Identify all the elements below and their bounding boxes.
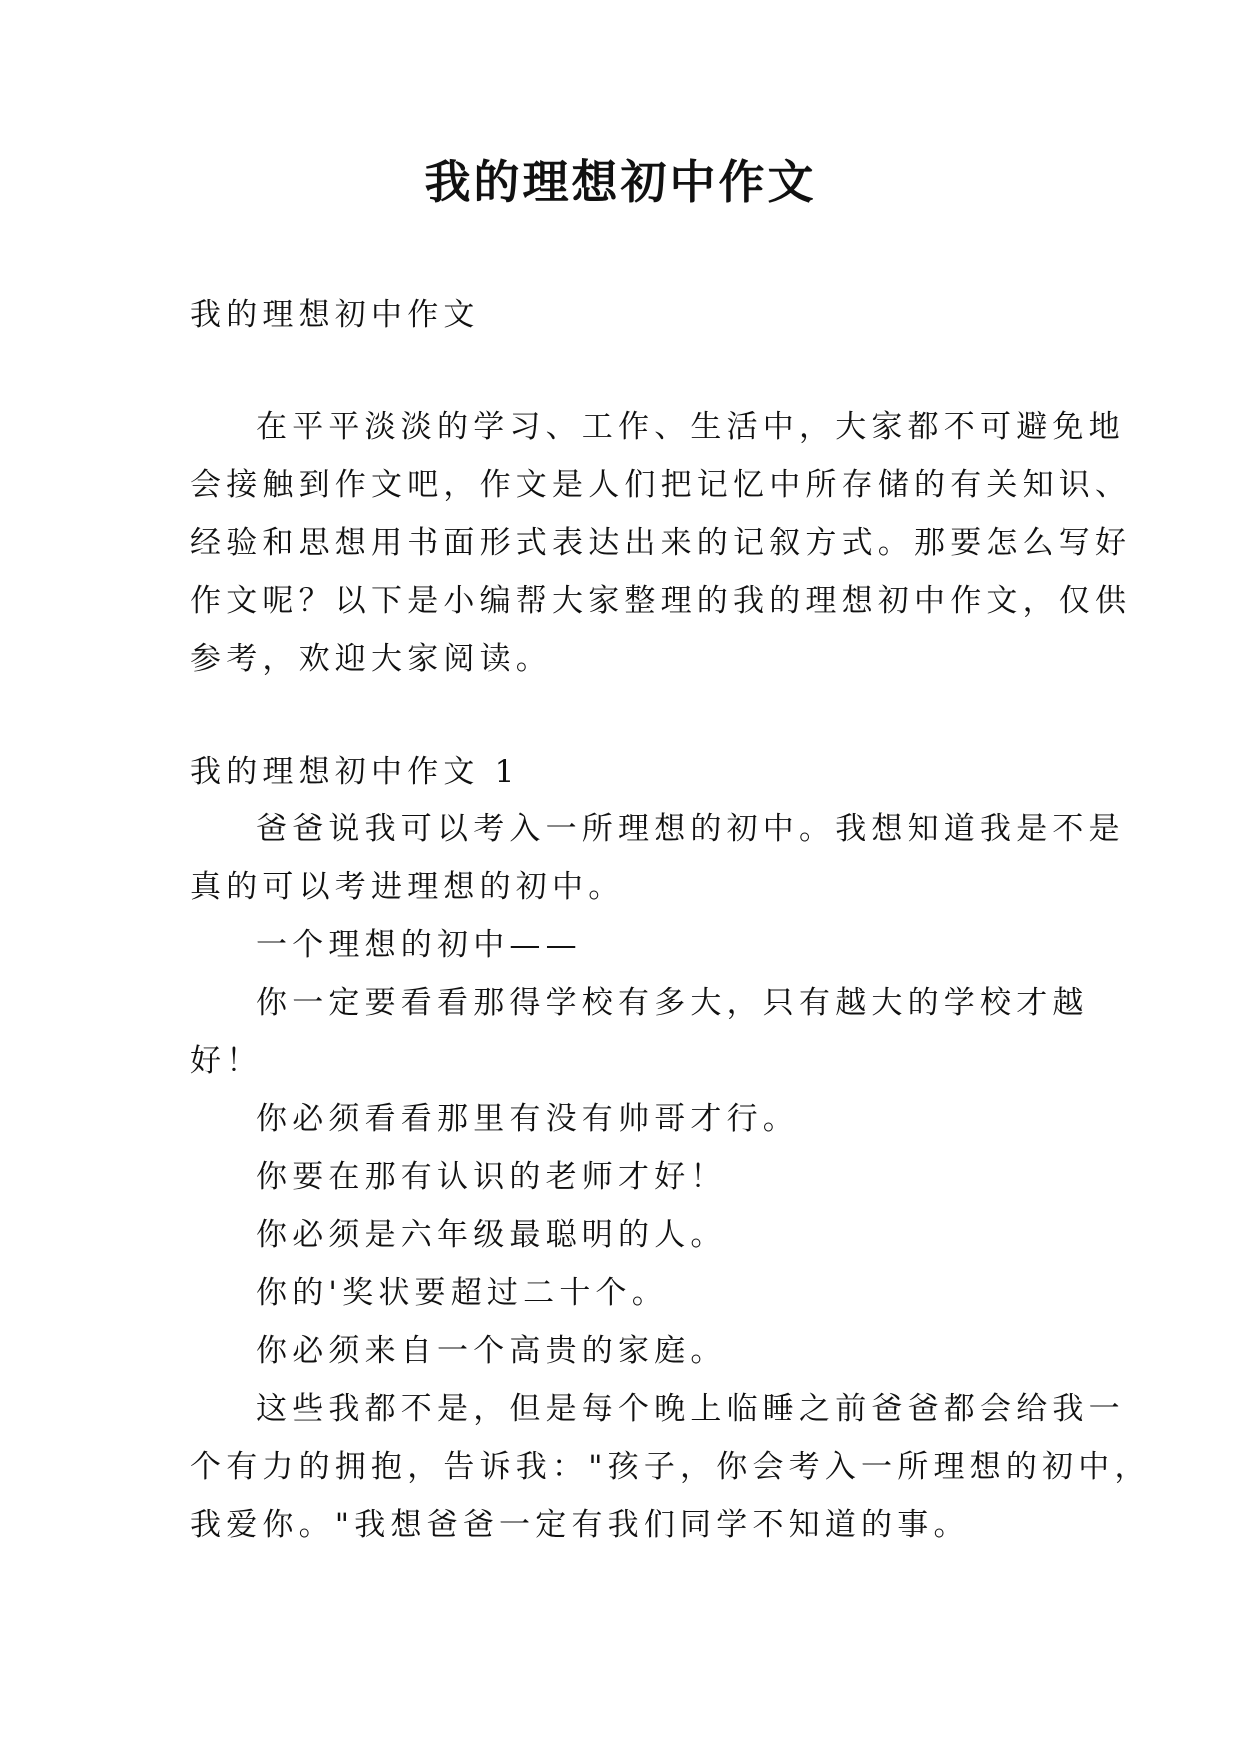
- essay-heading: 我的理想初中作文 1: [190, 754, 520, 790]
- intro-line: 在平平淡淡的学习、工作、生活中，大家都不可避免地: [256, 409, 1125, 445]
- intro-line: 作文呢？以下是小编帮大家整理的我的理想初中作文，仅供: [190, 583, 1132, 619]
- essay-line: 真的可以考进理想的初中。: [190, 869, 625, 905]
- document-subtitle: 我的理想初中作文: [190, 297, 480, 333]
- essay-line: 你必须是六年级最聪明的人。: [256, 1217, 727, 1253]
- essay-line: 好！: [190, 1043, 263, 1079]
- intro-line: 参考，欢迎大家阅读。: [190, 641, 552, 677]
- essay-line: 个有力的拥抱，告诉我："孩子，你会考入一所理想的初中，: [190, 1449, 1151, 1485]
- essay-line: 这些我都不是，但是每个晚上临睡之前爸爸都会给我一: [256, 1391, 1125, 1427]
- document-title: 我的理想初中作文: [424, 155, 817, 209]
- intro-line: 会接触到作文吧，作文是人们把记忆中所存储的有关知识、: [190, 467, 1132, 503]
- essay-line: 我爱你。"我想爸爸一定有我们同学不知道的事。: [190, 1507, 970, 1543]
- essay-line: 你要在那有认识的老师才好！: [256, 1159, 727, 1195]
- intro-line: 经验和思想用书面形式表达出来的记叙方式。那要怎么写好: [190, 525, 1132, 561]
- essay-line: 一个理想的初中——: [256, 927, 582, 963]
- essay-line: 你一定要看看那得学校有多大，只有越大的学校才越: [256, 985, 1089, 1021]
- essay-line: 爸爸说我可以考入一所理想的初中。我想知道我是不是: [256, 811, 1125, 847]
- essay-line: 你必须来自一个高贵的家庭。: [256, 1333, 727, 1369]
- essay-line: 你必须看看那里有没有帅哥才行。: [256, 1101, 799, 1137]
- essay-line: 你的'奖状要超过二十个。: [256, 1275, 668, 1311]
